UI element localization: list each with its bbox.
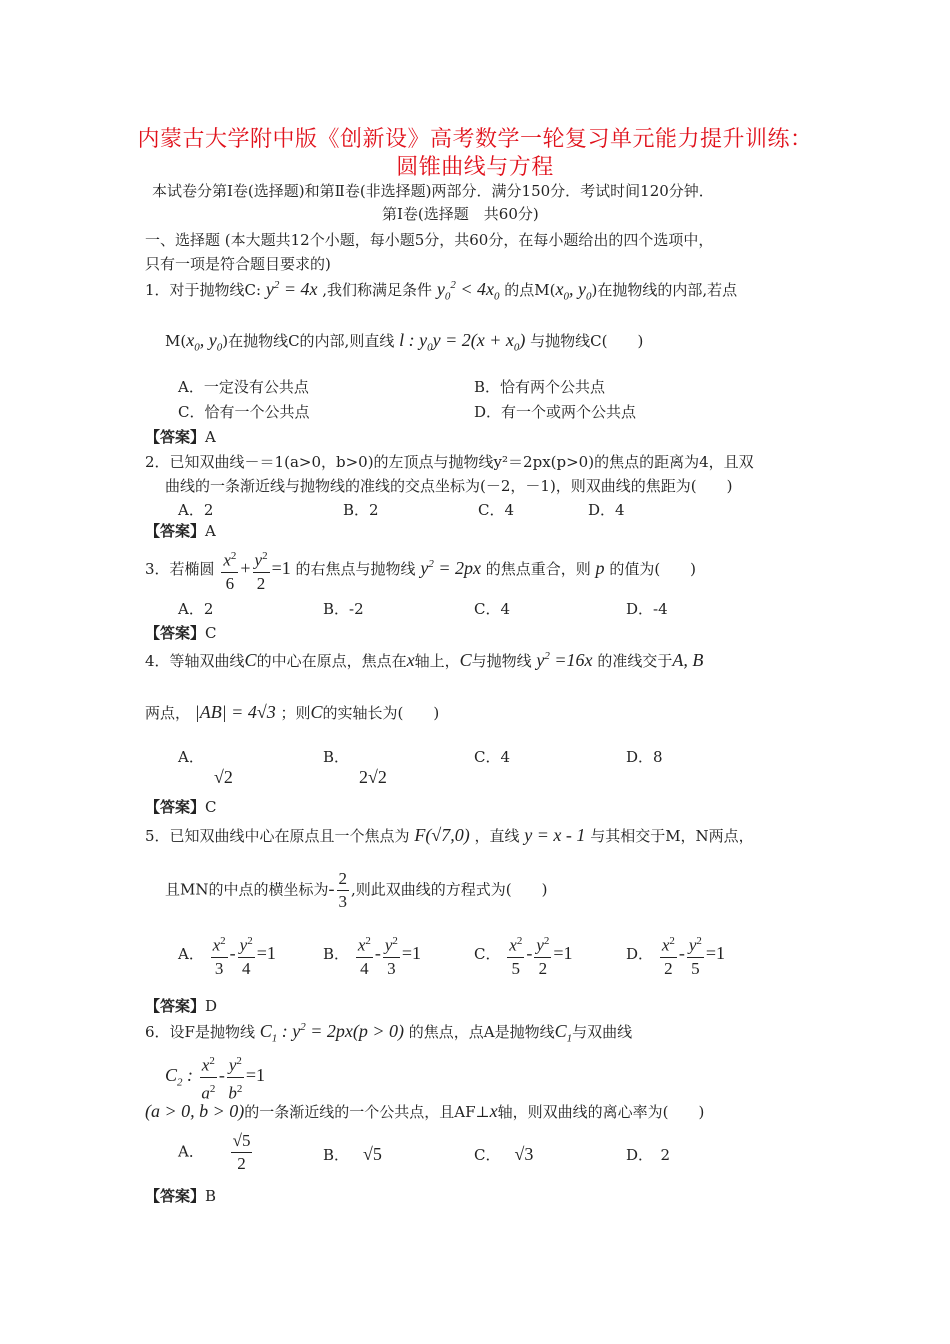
q1-math-line: l : $y_0y = 2(x + x_0)$ (399, 330, 526, 354)
q5-math-line: y = x - 1 (524, 825, 586, 845)
q5-answer: 【答案】D (145, 997, 218, 1015)
q2-stem: 2．已知双曲线－＝1(a>0，b>0)的左顶点与抛物线y²＝2px(p>0)的焦点的距离为4，且双 (145, 453, 754, 471)
q5-option-d: D． $\frac{x^2}{2}$ - $\frac{y^2}{5}$ =1 (626, 930, 725, 980)
q1-answer: 【答案】A (145, 428, 216, 446)
q1-stem-cont: $M(x_0$, $y_0$)在抛物线C的内部,则直线 l : $y_0y = 2(x + x_0)$ 与抛物线C( ) (165, 330, 644, 354)
q6-stem-cont: (a > 0, b > 0)的一条渐近线的一个公共点，且AF⊥x轴，则双曲线的离心率为( ) (145, 1101, 705, 1121)
q4-option-b: B． 2√2 (323, 748, 387, 787)
q1-option-d: D．有一个或两个公共点 (474, 403, 637, 421)
q1-stem: 1．对于抛物线C: $y^2 = 4x$ ,我们称满足条件 $y_0^2 < 4x_0$ 的点$M(x_0$, $y_0$)在抛物线的内部,若点 (145, 279, 738, 303)
q4-option-d: D．8 (626, 748, 663, 766)
q3-option-c: C．4 (474, 600, 511, 618)
q6-math-hyperbola: $C_2$ : $\frac{x^2}{a^2}$ - $\frac{y^2}{b^2}$ =1 (165, 1050, 265, 1104)
doc-title-line2: 圆锥曲线与方程 (396, 155, 554, 180)
q2-option-b: B．2 (343, 501, 379, 519)
q3-math-ellipse-x: $\frac{x^2}{6}$ (221, 545, 238, 595)
q6-math-parabola: $C_1$ : $y^2 = 2px(p > 0)$ (259, 1021, 405, 1045)
q2-answer: 【答案】A (145, 522, 216, 540)
intro-text: 本试卷分第Ⅰ卷(选择题)和第Ⅱ卷(非选择题)两部分．满分150分．考试时间120分钟． (152, 182, 714, 200)
q3-option-b: B．-2 (323, 600, 364, 618)
q6-stem: 6．设F是抛物线 $C_1$ : $y^2 = 2px(p > 0)$ 的焦点，点A是抛物线$C_1$与双曲线 (145, 1021, 633, 1045)
section-heading: 一、选择题 (本大题共12个小题，每小题5分，共60分，在每小题给出的四个选项中， (145, 231, 714, 249)
q1-math-condition: $y_0^2 < 4x_0$ (436, 279, 500, 303)
q5-option-c: C． $\frac{x^2}{5}$ - $\frac{y^2}{2}$ =1 (474, 930, 573, 980)
q6-option-b: B． √5 (323, 1144, 382, 1164)
q5-option-b: B． $\frac{x^2}{4}$ - $\frac{y^2}{3}$ =1 (323, 930, 421, 980)
q6-option-a: A． $\frac{√5}{2}$ (178, 1131, 251, 1173)
q6-answer: 【答案】B (145, 1187, 217, 1205)
q4-math-parabola: $y^2 =16x$ (536, 650, 593, 670)
q2-stem-cont: 曲线的一条渐近线与抛物线的准线的交点坐标为(－2，－1)，则双曲线的焦距为( ) (165, 477, 733, 495)
q1-math-parabola: $y^2 = 4x$ (265, 279, 318, 299)
q3-stem: 3．若椭圆 $\frac{x^2}{6}$ + $\frac{y^2}{2}$ =1 的右焦点与抛物线 $y^2 = 2px$ 的焦点重合，则 p 的值为( ) (145, 545, 696, 595)
q5-stem-cont: 且MN的中点的横坐标为- $\frac{2}{3}$ ,则此双曲线的方程式为( ) (165, 869, 548, 911)
q3-math-parabola: $y^2 = 2px$ (420, 557, 481, 578)
q1-option-b: B．恰有两个公共点 (474, 378, 606, 396)
q2-option-a: A．2 (178, 501, 214, 519)
q3-option-d: D．-4 (626, 600, 668, 618)
q3-answer: 【答案】C (145, 624, 217, 642)
q2-option-c: C．4 (478, 501, 515, 519)
q5-math-focus: F(√7,0) (414, 825, 470, 845)
section-heading-cont: 只有一项是符合题目要求的) (145, 255, 331, 273)
q4-math-ab: |AB| = 4√3 (194, 702, 276, 722)
doc-title-line1: 内蒙古大学附中版《创新设》高考数学一轮复习单元能力提升训练： (137, 127, 813, 152)
q6-option-c: C． √3 (474, 1144, 534, 1164)
q4-stem: 4．等轴双曲线C的中心在原点，焦点在x轴上，C与抛物线 $y^2 =16x$ 的准线交于A, B (145, 650, 704, 670)
q5-option-a: A． $\frac{x^2}{3}$ - $\frac{y^2}{4}$ =1 (178, 930, 276, 980)
q4-stem-cont: 两点， |AB| = 4√3 ；则C的实轴长为( ) (145, 702, 440, 722)
q4-option-a: A． √2 (178, 748, 233, 787)
q1-option-c: C．恰有一个公共点 (178, 403, 310, 421)
q1-option-a: A．一定没有公共点 (178, 378, 309, 396)
part1-heading: 第Ⅰ卷(选择题 共60分) (382, 205, 539, 223)
q4-option-c: C．4 (474, 748, 511, 766)
q2-option-d: D．4 (588, 501, 625, 519)
q6-option-d: D． 2 (626, 1146, 671, 1164)
q4-answer: 【答案】C (145, 798, 217, 816)
q3-option-a: A．2 (178, 600, 214, 618)
q5-stem: 5．已知双曲线中心在原点且一个焦点为 F(√7,0) ，直线 y = x - 1 与其相交于M，N两点， (145, 825, 754, 845)
